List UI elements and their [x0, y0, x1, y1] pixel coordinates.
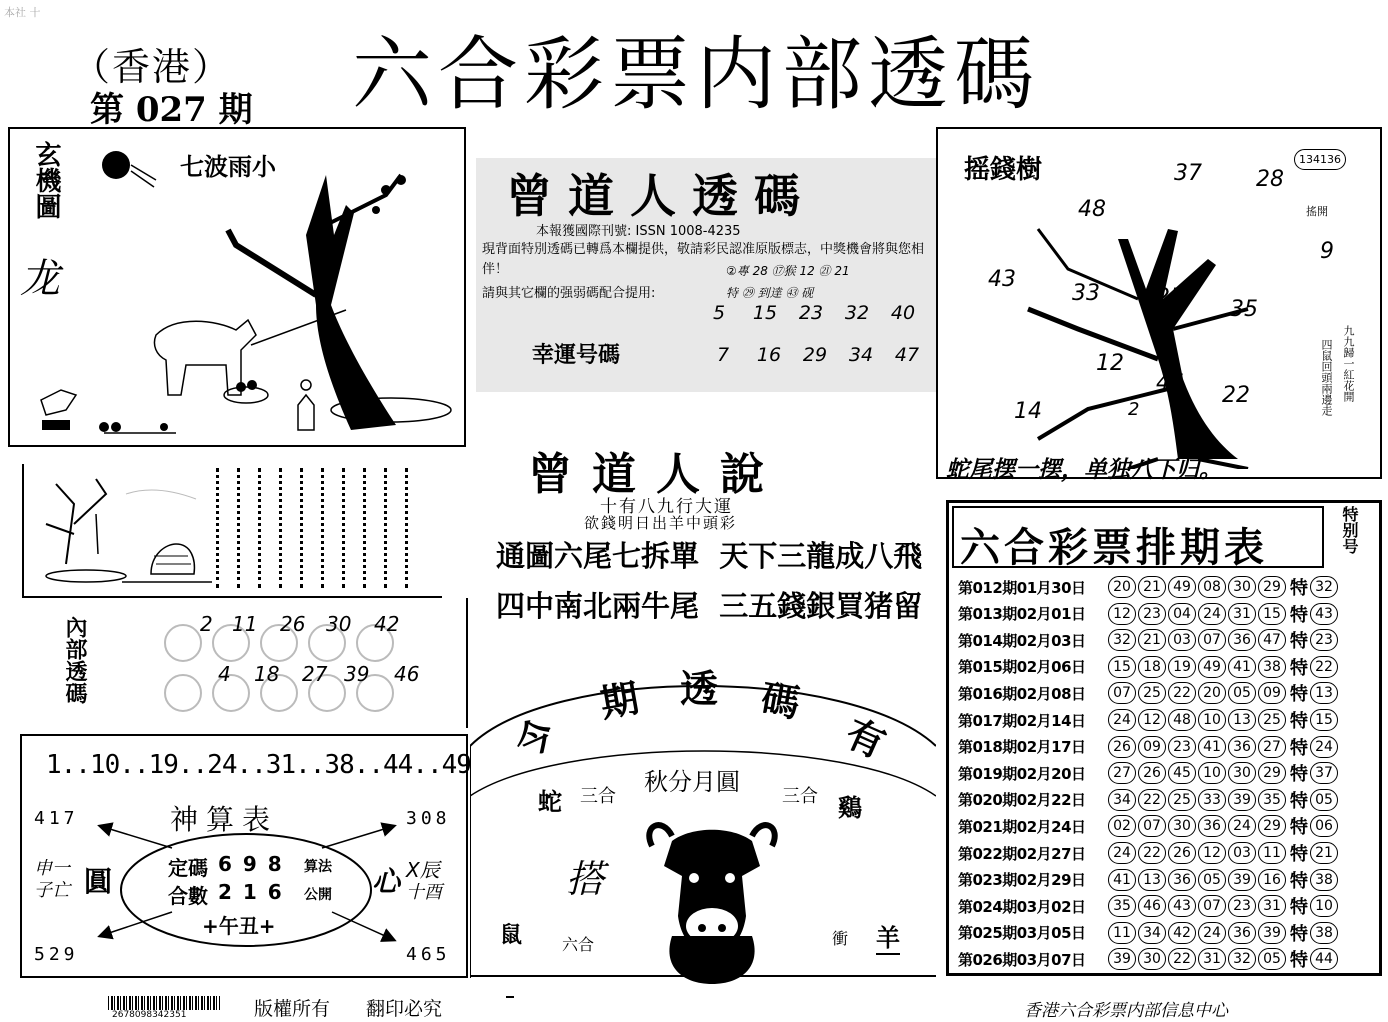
lucky-number: 5 [712, 302, 726, 324]
tree-number: 12 [1096, 351, 1124, 376]
drawn-number: 03 [1228, 842, 1256, 864]
drawn-number: 16 [1258, 869, 1286, 891]
page-title: 六合彩票内部透碼 [352, 28, 1040, 121]
lucky-number: 15 [752, 302, 778, 324]
schedule-period: 第021期02月24日 [958, 817, 1086, 836]
drawn-number: 49 [1198, 656, 1226, 678]
special-label: 特别号 [1340, 506, 1359, 554]
schedule-period: 第015期02月06日 [958, 658, 1086, 677]
drawn-number: 30 [1138, 948, 1166, 970]
drawn-number: 24 [1198, 922, 1226, 944]
drawn-number: 07 [1138, 815, 1166, 837]
tree-number: 48 [1078, 197, 1106, 222]
drawn-number: 09 [1138, 736, 1166, 758]
drawn-number: 47 [1258, 629, 1286, 651]
schedule-row [958, 946, 1340, 972]
zengdao-top-panel [476, 158, 936, 392]
drawn-number: 27 [1258, 736, 1286, 758]
corner-note: 本社 十 [4, 6, 41, 19]
drawn-number: 36 [1228, 736, 1256, 758]
drawn-number: 12 [1198, 842, 1226, 864]
drawn-number: 26 [1108, 736, 1136, 758]
tree-number: 9 [1320, 239, 1334, 264]
footer-dash [506, 996, 514, 998]
drawn-number: 42 [1168, 922, 1196, 944]
money-tree-icon [968, 169, 1268, 469]
drawn-number: 26 [1138, 762, 1166, 784]
special-marker: 特 [1290, 897, 1308, 919]
special-number: 32 [1310, 576, 1338, 598]
neibu-panel [22, 598, 468, 728]
schedule-row [958, 813, 1340, 839]
shensuan-left-small-2: 子亡 [34, 880, 70, 901]
drawn-number: 29 [1258, 815, 1286, 837]
special-number: 24 [1310, 736, 1338, 758]
drawn-number: 35 [1258, 789, 1286, 811]
ox-icon [642, 816, 782, 986]
drawn-number: 38 [1258, 656, 1286, 678]
jinqi-char-5: 有 [839, 709, 893, 767]
jinqi-sanhe-right: 三合 [782, 786, 818, 807]
drawn-number: 35 [1108, 895, 1136, 917]
shensuan-tr: 308 [406, 808, 451, 829]
zengdao-says-line2: 四中南北兩牛尾 三五錢銀買猪留 [496, 589, 923, 623]
zengdao-says-title: 曾道人說 [528, 449, 784, 500]
drawn-number: 22 [1168, 682, 1196, 704]
schedule-period: 第017期02月14日 [958, 711, 1086, 730]
drawn-number: 13 [1138, 869, 1166, 891]
drawn-number: 31 [1228, 603, 1256, 625]
shensuan-right-big: 心 [372, 865, 401, 898]
zengdao-says-sub2: 欲錢明日出羊中頭彩 [584, 514, 738, 532]
drawn-number: 12 [1108, 603, 1136, 625]
tree-number: 45 [1156, 371, 1184, 396]
drawn-number: 41 [1198, 736, 1226, 758]
drawn-number: 49 [1168, 576, 1196, 598]
drawn-number: 46 [1138, 895, 1166, 917]
lucky-number: 47 [894, 344, 920, 366]
drawn-number: 27 [1108, 762, 1136, 784]
drawn-number: 22 [1138, 789, 1166, 811]
schedule-period: 第018期02月17日 [958, 738, 1086, 757]
hint-top: ②專 28 ⑰猴 12 ㉑ 21 [726, 264, 850, 278]
drawn-number: 31 [1198, 948, 1226, 970]
drawn-number: 18 [1138, 656, 1166, 678]
shensuan-right-small-2: 十酉 [406, 882, 442, 903]
lucky-number: 7 [716, 344, 730, 366]
special-number: 21 [1310, 842, 1338, 864]
tiger-tree-illustration [26, 464, 212, 594]
neibu-number: 11 [232, 612, 258, 636]
tree-number: 33 [1072, 281, 1100, 306]
neibu-number: 4 [218, 662, 231, 686]
special-marker: 特 [1290, 844, 1308, 865]
drawn-number: 48 [1168, 709, 1196, 731]
drawn-number: 22 [1168, 948, 1196, 970]
schedule-row [958, 574, 1340, 600]
drawn-number: 33 [1198, 789, 1226, 811]
schedule-row [958, 840, 1340, 866]
special-marker: 特 [1290, 817, 1308, 839]
special-marker: 特 [1290, 923, 1308, 945]
shensuan-br: 465 [406, 944, 451, 965]
schedule-period: 第025期03月05日 [958, 924, 1086, 943]
schedule-period: 第022期02月27日 [958, 844, 1086, 863]
money-tree-badge: 134136 [1294, 149, 1346, 170]
lucky-number: 34 [848, 344, 874, 366]
copyright-1: 版權所有 [254, 998, 331, 1020]
footer-center-name: 香港六合彩票内部信息中心 [1024, 1001, 1228, 1021]
drawn-number: 32 [1108, 629, 1136, 651]
shensuan-right-small-1: X辰 [406, 858, 440, 882]
jinqi-char-3: 透 [680, 666, 719, 711]
neibu-number: 18 [254, 662, 280, 686]
drawn-number: 24 [1198, 603, 1226, 625]
special-marker: 特 [1290, 950, 1308, 972]
drawn-number: 07 [1198, 895, 1226, 917]
tree-number: 22 [1222, 383, 1250, 408]
xuanji-panel [8, 127, 466, 447]
jinqi-moon: 秋分月圓 [644, 768, 740, 796]
special-number: 13 [1310, 682, 1338, 704]
drawn-number: 11 [1108, 922, 1136, 944]
jinqi-sanhe-left: 三合 [580, 786, 616, 807]
schedule-period: 第026期03月07日 [958, 950, 1086, 969]
tree-number: 35 [1230, 297, 1258, 322]
jinqi-char-2: 期 [596, 674, 643, 726]
zengdao-top-title: 曾道人透碼 [506, 169, 816, 223]
tree-number: 43 [988, 267, 1016, 292]
special-number: 37 [1310, 762, 1338, 784]
drawn-number: 20 [1198, 682, 1226, 704]
drawn-number: 41 [1228, 656, 1256, 678]
schedule-period: 第023期02月29日 [958, 871, 1086, 890]
schedule-title: 六合彩票排期表 [960, 525, 1268, 571]
schedule-header [952, 506, 1324, 571]
schedule-row [958, 787, 1340, 813]
special-marker: 特 [1290, 737, 1308, 759]
special-number: 05 [1310, 789, 1338, 811]
shensuan-title: 神算表 [170, 803, 279, 836]
issn-line: 本報獲國際刊號: ISSN 1008-4235 [536, 224, 741, 239]
he-value: 2 1 6 [218, 880, 284, 904]
number-ball [164, 674, 202, 712]
tree-number: 25 [1156, 285, 1184, 310]
shensuan-bottom: +午丑+ [202, 914, 276, 938]
drawn-number: 13 [1228, 709, 1256, 731]
drawn-number: 39 [1108, 948, 1136, 970]
drawn-number: 07 [1198, 629, 1226, 651]
drawn-number: 24 [1228, 815, 1256, 837]
drawn-number: 34 [1138, 922, 1166, 944]
drawn-number: 25 [1138, 682, 1166, 704]
drawn-number: 20 [1108, 576, 1136, 598]
special-number: 38 [1310, 922, 1338, 944]
drawn-number: 29 [1258, 576, 1286, 598]
special-marker: 特 [1290, 711, 1308, 732]
special-number: 06 [1310, 815, 1338, 837]
suan-label-2: 公開 [304, 887, 332, 903]
tree-number: 37 [1174, 161, 1202, 186]
drawn-number: 23 [1138, 603, 1166, 625]
special-number: 23 [1310, 629, 1338, 651]
drawn-number: 24 [1108, 842, 1136, 864]
drawn-number: 05 [1258, 948, 1286, 970]
ding-value: 6 9 8 [218, 852, 284, 876]
neibu-number: 42 [374, 612, 400, 636]
schedule-period: 第020期02月22日 [958, 791, 1086, 810]
lucky-number: 16 [756, 344, 782, 366]
shensuan-tl: 417 [34, 808, 79, 829]
lucky-number: 40 [890, 302, 916, 324]
schedule-row [958, 867, 1340, 893]
drawn-number: 30 [1168, 815, 1196, 837]
jinqi-sheep: 羊 [876, 918, 900, 955]
jinqi-char-4: 碼 [757, 674, 804, 726]
issue-number: 第 027 期 [90, 90, 253, 130]
neibu-number: 2 [200, 612, 213, 636]
drawn-number: 10 [1198, 709, 1226, 731]
drawn-number: 05 [1228, 682, 1256, 704]
drawn-number: 03 [1168, 629, 1196, 651]
schedule-row [958, 601, 1340, 627]
jinqi-rooster: 鷄 [838, 793, 862, 822]
money-tree-note-1: 九九歸一紅花開 [1342, 325, 1355, 402]
drawn-number: 25 [1168, 789, 1196, 811]
lucky-number: 23 [798, 302, 824, 324]
drawn-number: 32 [1228, 948, 1256, 970]
schedule-period: 第013期02月01日 [958, 605, 1086, 624]
region-label: （香港） [72, 45, 233, 89]
drawn-number: 08 [1198, 576, 1226, 598]
drawn-number: 39 [1258, 922, 1286, 944]
lucky-row-1 [696, 302, 926, 324]
hint-bottom: 特 ㉙ 到達 ㊸ 砚 [726, 286, 814, 300]
drawn-number: 21 [1138, 629, 1166, 651]
shensuan-left-big: 圓 [84, 865, 113, 898]
special-marker: 特 [1290, 657, 1308, 679]
schedule-row [958, 707, 1340, 733]
drawn-number: 05 [1198, 869, 1226, 891]
jinqi-liuhe: 六合 [562, 935, 595, 954]
jinqi-snake: 蛇 [538, 787, 562, 816]
bird-icon [41, 390, 76, 415]
xuanji-caption: 七波雨小 [180, 152, 276, 181]
drawn-number: 15 [1258, 603, 1286, 625]
drawn-number: 22 [1138, 842, 1166, 864]
drawn-number: 19 [1168, 656, 1196, 678]
money-tree-badge-sub: 搖開 [1306, 205, 1328, 218]
neibu-number: 30 [326, 612, 352, 636]
xuanji-side-char: 龙 [20, 256, 60, 302]
drawn-number: 04 [1168, 603, 1196, 625]
drawn-number: 23 [1168, 736, 1196, 758]
jinqi-da: 搭 [566, 857, 605, 901]
tree-number: 14 [1014, 399, 1042, 424]
money-tree-title: 摇錢樹 [964, 155, 1043, 185]
neibu-label: 內部透碼 [62, 616, 88, 704]
drawn-number: 30 [1228, 762, 1256, 784]
xuanji-illustration [16, 135, 456, 435]
special-number: 10 [1310, 895, 1338, 917]
schedule-row [958, 760, 1340, 786]
schedule-period: 第016期02月08日 [958, 684, 1086, 703]
drawn-number: 34 [1108, 789, 1136, 811]
neibu-number: 26 [280, 612, 306, 636]
jinqi-char-1: 今 [507, 709, 561, 767]
schedule-row [958, 654, 1340, 680]
jinqi-panel [470, 636, 936, 978]
special-marker: 特 [1290, 684, 1308, 706]
ding-label: 定碼 [168, 856, 208, 880]
schedule-row [958, 734, 1340, 760]
drawn-number: 39 [1228, 789, 1256, 811]
barcode [108, 996, 220, 1010]
special-marker: 特 [1290, 631, 1308, 653]
special-marker: 特 [1290, 578, 1308, 599]
drawn-number: 31 [1258, 895, 1286, 917]
special-marker: 特 [1290, 604, 1308, 626]
drawn-number: 36 [1228, 629, 1256, 651]
drawn-number: 36 [1228, 922, 1256, 944]
drawn-number: 12 [1138, 709, 1166, 731]
lucky-number: 32 [844, 302, 870, 324]
lucky-row-2 [700, 344, 930, 366]
neibu-number: 46 [394, 662, 420, 686]
drawn-number: 11 [1258, 842, 1286, 864]
vertical-text-columns [216, 468, 442, 590]
schedule-row [958, 680, 1340, 706]
drawn-number: 36 [1168, 869, 1196, 891]
schedule-row [958, 627, 1340, 653]
drawn-number: 23 [1228, 895, 1256, 917]
drawn-number: 21 [1138, 576, 1166, 598]
special-marker: 特 [1290, 870, 1308, 892]
schedule-period: 第019期02月20日 [958, 764, 1086, 783]
tree-number: 2 [1128, 399, 1140, 420]
schedule-period: 第024期03月02日 [958, 897, 1086, 916]
money-tree-panel [936, 127, 1382, 483]
drawn-number: 02 [1108, 815, 1136, 837]
suan-label-1: 算法 [304, 859, 332, 875]
special-number: 22 [1310, 656, 1338, 678]
drawn-number: 29 [1258, 762, 1286, 784]
lucky-label: 幸運号碼 [532, 342, 621, 368]
copyright-2: 翻印必究 [366, 998, 443, 1020]
special-marker: 特 [1290, 764, 1308, 786]
xuanji-label: 玄機圖 [31, 141, 61, 219]
tree-number: 28 [1256, 167, 1284, 192]
drawn-number: 10 [1198, 762, 1226, 784]
drawn-number: 15 [1108, 656, 1136, 678]
shensuan-number-line: 1..10..19..24..31..38..44..49 [46, 750, 471, 780]
drawn-number: 09 [1258, 682, 1286, 704]
drawn-number: 43 [1168, 895, 1196, 917]
special-marker: 特 [1290, 790, 1308, 812]
drawn-number: 07 [1108, 682, 1136, 704]
shensuan-bl: 529 [34, 944, 79, 965]
special-number: 15 [1310, 709, 1338, 731]
mid-left-panel [22, 464, 442, 598]
special-number: 43 [1310, 603, 1338, 625]
drawn-number: 41 [1108, 869, 1136, 891]
barcode-number: 2678098342351 [112, 1010, 187, 1020]
lucky-number: 29 [802, 344, 828, 366]
moon-icon [102, 151, 130, 179]
jinqi-chong: 衝 [832, 929, 849, 948]
notice-line: 現背面特別透碼已轉爲本欄提供，敬請彩民認准原版標志，中獎機會將與您相伴！ [482, 242, 925, 277]
zengdao-says-line1: 通圖六尾七拆單 天下三龍成八飛 [496, 539, 923, 573]
shensuan-left-small-1: 申一 [34, 858, 70, 879]
zengdao-says-panel [470, 430, 936, 630]
schedule-row [958, 920, 1340, 946]
drawn-number: 45 [1168, 762, 1196, 784]
drawn-number: 36 [1198, 815, 1226, 837]
schedule-period: 第014期02月03日 [958, 631, 1086, 650]
he-label: 合數 [168, 884, 208, 908]
schedule-row [958, 893, 1340, 919]
drawn-number: 25 [1258, 709, 1286, 731]
zengdao-says-sub1: 十有八九行大運 [600, 497, 733, 517]
drawn-number: 24 [1108, 709, 1136, 731]
schedule-period: 第012期01月30日 [958, 578, 1086, 597]
tiger-icon [151, 544, 194, 574]
jinqi-rat: 鼠 [500, 922, 523, 948]
special-number: 38 [1310, 869, 1338, 891]
special-number: 44 [1310, 948, 1338, 970]
neibu-number: 27 [302, 662, 328, 686]
hint-line: 請與其它欄的强弱碼配合提用: [482, 286, 656, 301]
neibu-number: 39 [344, 662, 370, 686]
number-ball [164, 624, 202, 662]
money-tree-bottom-line: 蛇尾摆一摆，单独八下归。 [946, 457, 1222, 483]
drawn-number: 26 [1168, 842, 1196, 864]
money-tree-note-2: 四鼠回頭兩邊走 [1320, 339, 1333, 416]
drawn-number: 39 [1228, 869, 1256, 891]
drawn-number: 30 [1228, 576, 1256, 598]
shensuan-panel [20, 734, 471, 978]
